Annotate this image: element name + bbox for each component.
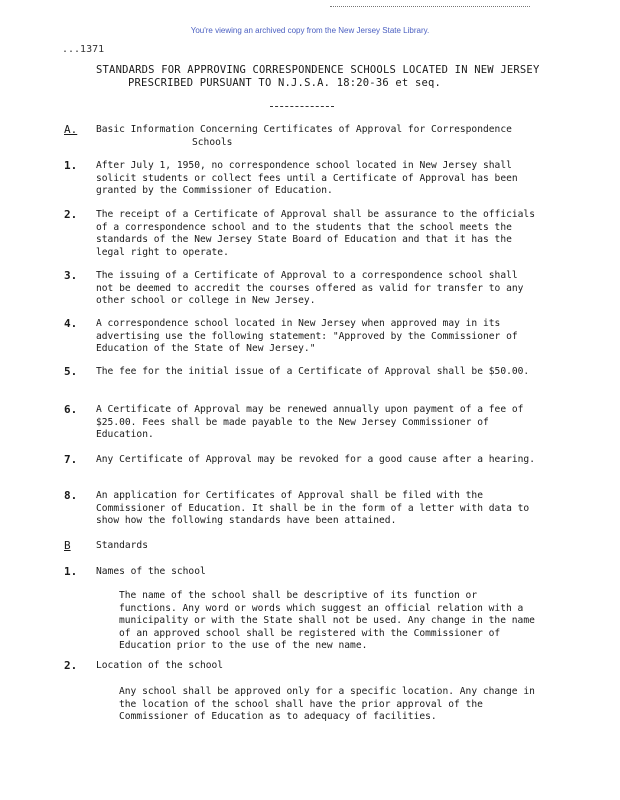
- standard-title: Names of the school: [96, 566, 206, 577]
- page-number: ...1371: [62, 44, 105, 55]
- document-title: [96, 64, 576, 90]
- item-number: 5.: [64, 365, 78, 378]
- item-text: The receipt of a Certificate of Approval shall be assurance to the officials of a correspondence school and to the students that the school meets the standards of the New Jersey State Board of Education and that it has the legal right to operate.: [96, 209, 535, 258]
- standard-text: The name of the school shall be descriptive of its function or functions. Any word or words which suggest an official relation with a municipality or with the State shall not be used. Any change in the name of an approved school shall be registered with the Commissioner of Education prior to the use of the new name.: [119, 590, 535, 652]
- item-text: An application for Certificates of Approval shall be filed with the Commissioner of Education. It shall be in the form of a letter with data to show how the following standards have been attained.: [96, 490, 530, 527]
- item-number: 8.: [64, 489, 78, 502]
- standard-heading: [64, 565, 536, 579]
- scan-marks: [330, 6, 530, 9]
- item-text: Any Certificate of Approval may be revoked for a good cause after a hearing.: [96, 454, 535, 465]
- item-number: 7.: [64, 453, 78, 466]
- item-number: 1.: [64, 159, 78, 172]
- section-heading-cont: Schools: [192, 136, 233, 148]
- item-text: After July 1, 1950, no correspondence school located in New Jersey shall solicit students or collect fees until a Certificate of Approval has been granted by the Commissioner of Education.: [96, 160, 518, 197]
- item-text: A Certificate of Approval may be renewed annually upon payment of a fee of $25.00. Fees shall be made payable to the New Jersey Commissioner of Education.: [96, 404, 524, 441]
- archive-banner: You're viewing an archived copy from the New Jersey State Library.: [190, 26, 430, 35]
- standard-heading: [64, 659, 536, 673]
- section-a-heading: [64, 123, 536, 149]
- list-item: [64, 453, 536, 467]
- section-b-heading: [64, 539, 536, 553]
- section-letter: B: [64, 539, 71, 552]
- title-line-2: PRESCRIBED PURSUANT TO N.J.S.A. 18:20-36 et seq.: [128, 77, 442, 89]
- item-number: 3.: [64, 269, 78, 282]
- list-item: [64, 159, 536, 198]
- list-item: [64, 317, 536, 356]
- item-text: The issuing of a Certificate of Approval to a correspondence school shall not be deemed to accredit the courses offered as valid for transfer to any other school or college in New Jersey.: [96, 270, 524, 307]
- standard-number: 2.: [64, 659, 78, 672]
- standard-text: Any school shall be approved only for a specific location. Any change in the location of the school shall have the prior approval of the Commissioner of Education as to adequacy of facilities.: [119, 686, 535, 723]
- section-heading-text: Basic Information Concerning Certificates of Approval for Correspondence: [96, 124, 512, 135]
- section-heading-text: Standards: [96, 540, 148, 551]
- list-item: [64, 269, 536, 308]
- title-line-1: STANDARDS FOR APPROVING CORRESPONDENCE SCHOOLS LOCATED IN NEW JERSEY: [96, 64, 540, 76]
- standard-title: Location of the school: [96, 660, 224, 671]
- standard-number: 1.: [64, 565, 78, 578]
- title-divider: [270, 106, 334, 107]
- list-item: [64, 208, 536, 259]
- item-text: The fee for the initial issue of a Certificate of Approval shall be $50.00.: [96, 366, 530, 377]
- list-item: [64, 489, 536, 528]
- item-text: A correspondence school located in New Jersey when approved may in its advertising use the following statement: "Approved by the Commissioner of Education of the State of New Jersey.": [96, 318, 518, 355]
- section-letter: A.: [64, 123, 78, 136]
- list-item: [64, 403, 536, 442]
- item-number: 4.: [64, 317, 78, 330]
- item-number: 2.: [64, 208, 78, 221]
- item-number: 6.: [64, 403, 78, 416]
- list-item: [64, 365, 536, 379]
